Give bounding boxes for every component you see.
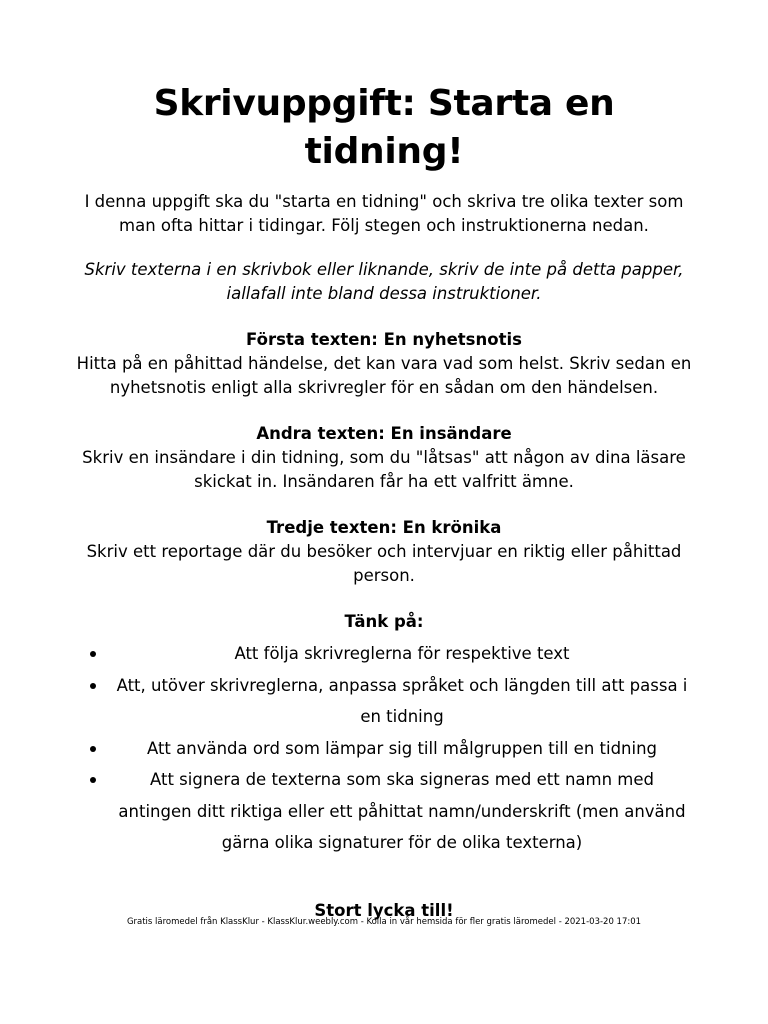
closing-line: Stort lycka till!: [314, 900, 454, 920]
list-item: [76, 638, 692, 670]
bullet-icon: [90, 683, 96, 689]
think-list: [76, 638, 692, 859]
list-item-text: Att signera de texterna som ska signeras med ett namn med antingen ditt riktiga eller ett påhittat namn/underskrift (men använd gärna olika signaturer för de olika texterna): [118, 770, 686, 852]
section-body: Skriv en insändare i din tidning, som du "låtsas" att någon av dina läsare skickat in. Insändaren får ha ett valfritt ämne.: [82, 448, 686, 491]
section-third-text: [76, 516, 692, 588]
section-heading: Andra texten: En insändare: [256, 424, 512, 443]
bullet-icon: [90, 746, 96, 752]
bullet-icon: [90, 651, 96, 657]
page-footer: Gratis läromedel från KlassKlur - KlassKlur.weebly.com - Kolla in vår hemsida för fler gratis läromedel - 2021-03-20 17:01: [126, 917, 642, 927]
section-heading: Tredje texten: En krönika: [266, 518, 502, 537]
list-item: [76, 733, 692, 765]
page-title: Skrivuppgift: Starta en tidning!: [153, 83, 615, 172]
bullet-icon: [90, 777, 96, 783]
think-heading: Tänk på:: [344, 612, 424, 631]
list-item-text: Att följa skrivreglerna för respektive text: [234, 644, 570, 663]
instruction-note: Skriv texterna i en skrivbok eller liknande, skriv de inte på detta papper, iallafall inte bland dessa instruktioner.: [84, 260, 684, 303]
list-item-text: Att, utöver skrivreglerna, anpassa språket och längden till att passa i en tidning: [116, 675, 688, 726]
section-heading: Första texten: En nyhetsnotis: [246, 330, 522, 349]
section-body: Skriv ett reportage där du besöker och intervjuar en riktig eller påhittad person.: [86, 542, 682, 585]
intro-paragraph: I denna uppgift ska du "starta en tidning" och skriva tre olika texter som man ofta hittar i tidingar. Följ stegen och instruktionerna nedan.: [84, 192, 684, 235]
list-item-text: Att använda ord som lämpar sig till målgruppen till en tidning: [146, 738, 658, 758]
section-first-text: [76, 328, 692, 400]
list-item: [76, 670, 692, 733]
section-second-text: [76, 422, 692, 494]
section-body: Hitta på en påhittad händelse, det kan vara vad som helst. Skriv sedan en nyhetsnotis enligt alla skrivregler för en sådan om den händelsen.: [76, 354, 692, 397]
list-item: [76, 764, 692, 859]
